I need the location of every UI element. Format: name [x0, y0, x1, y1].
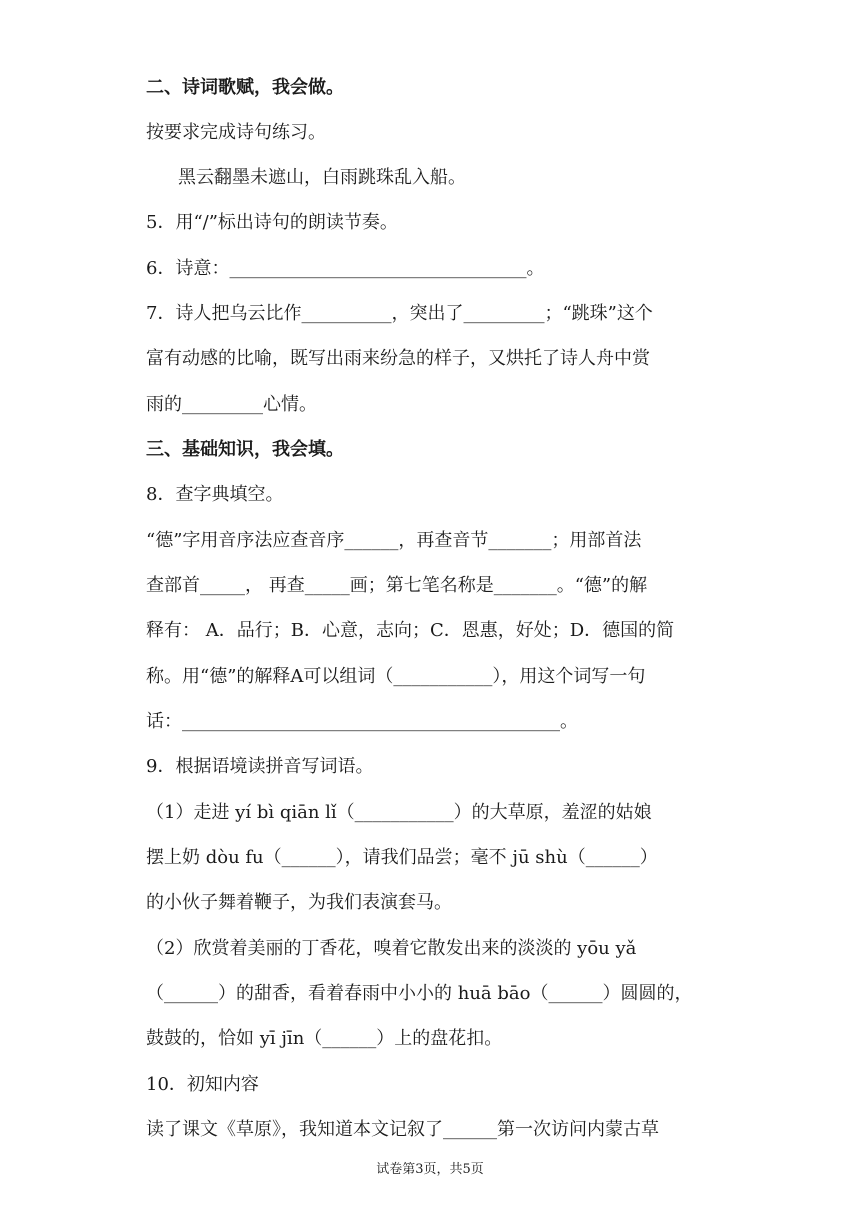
section-heading-poetry: 二、诗词歌赋，我会做。	[146, 77, 344, 98]
poem-line: 黑云翻墨未遮山，白雨跳珠乱入船。	[178, 167, 466, 188]
section-heading-basics: 三、基础知识，我会填。	[146, 439, 344, 460]
question-8-line-5: 话：__________________________________________。	[146, 711, 578, 732]
instruction-text: 按要求完成诗句练习。	[146, 122, 326, 143]
question-8-line-3: 释有： A．品行；B．心意，志向；C．恩惠，好处；D．德国的简	[146, 620, 675, 641]
question-8: 8．查字典填空。	[146, 484, 284, 505]
question-7-line-3: 雨的_________心情。	[146, 394, 317, 415]
question-9-part-2-line-1: （2）欣赏着美丽的丁香花，嗅着它散发出来的淡淡的 yōu yǎ	[146, 938, 637, 959]
question-10-line-1: 读了课文《草原》，我知道本文记叙了______第一次访问内蒙古草	[146, 1119, 659, 1140]
question-8-line-4: 称。用“德”的解释A可以组词（___________），用这个词写一句	[146, 666, 646, 687]
question-9-part-2-line-3: 鼓鼓的，恰如 yī jīn（______）上的盘花扣。	[146, 1028, 503, 1049]
question-8-line-1: “德”字用音序法应查音序______，再查音节_______；用部首法	[146, 530, 642, 551]
question-10: 10．初知内容	[146, 1074, 259, 1095]
question-6: 6．诗意：_________________________________。	[146, 258, 545, 279]
question-9-part-1-line-3: 的小伙子舞着鞭子，为我们表演套马。	[146, 892, 452, 913]
page-footer: 试卷第3页，共5页	[376, 1162, 484, 1177]
question-9-part-2-line-2: （______）的甜香，看着春雨中小小的 huā bāo（______）圆圆的，	[146, 983, 693, 1004]
question-9-part-1-line-2: 摆上奶 dòu fu（______），请我们品尝；毫不 jū shù（______）	[146, 847, 658, 868]
question-9-part-1-line-1: （1）走进 yí bì qiān lǐ（___________）的大草原，羞涩的姑娘	[146, 802, 652, 823]
question-8-line-2: 查部首_____， 再查_____画；第七笔名称是_______。“德”的解	[146, 575, 648, 596]
question-9: 9．根据语境读拼音写词语。	[146, 756, 374, 777]
question-7-line-2: 富有动感的比喻，既写出雨来纷急的样子，又烘托了诗人舟中赏	[146, 348, 650, 369]
question-5: 5．用“/”标出诗句的朗读节奏。	[146, 212, 398, 233]
question-7-line-1: 7．诗人把乌云比作__________，突出了_________；“跳珠”这个	[146, 303, 653, 324]
